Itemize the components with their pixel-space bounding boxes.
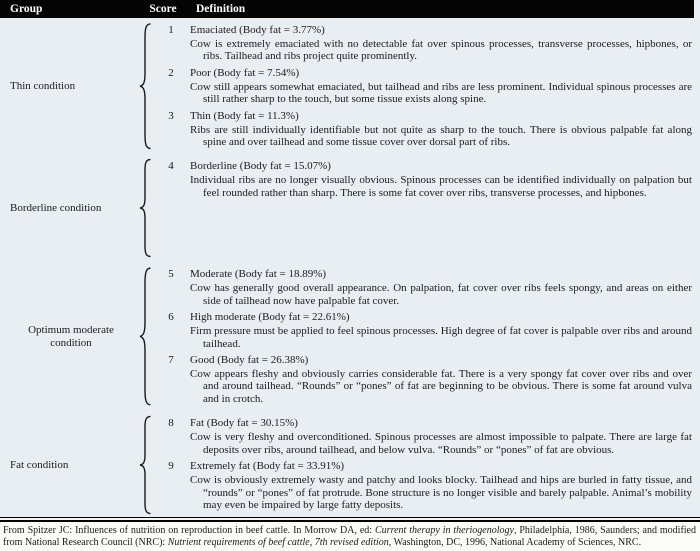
brace-icon	[138, 415, 152, 515]
definition-description: Cow is obviously extremely wasty and patchy and looks blocky. Tailhead and hips are burled in fatty tissue, and “rounds” or “pones” of fat protrude. Bone structure is no longer visible and barely palpable. Animal’s mobility may even be impaired by large fatty deposits.	[190, 474, 692, 511]
table-header	[0, 0, 694, 18]
column-header-definition: Definition	[196, 3, 246, 15]
brace-icon	[138, 158, 152, 258]
group-thin-condition	[0, 22, 700, 150]
score-row	[152, 309, 700, 352]
footnote-text: From Spitzer JC: Influences of nutrition on reproduction in beef cattle. In Morrow DA, ed:	[3, 525, 376, 537]
footnote-citation-title: Current therapy in theriogenology	[375, 525, 514, 537]
group-label: Borderline condition	[10, 201, 102, 214]
definition-description: Individual ribs are no longer visually obvious. Spinous processes can be identified individually on palpation but feel rounded rather than sharp. There is some fat cover over ribs, transverse processes, and hipbones.	[190, 174, 692, 199]
definition-term: High moderate (Body fat = 22.61%)	[190, 311, 350, 324]
score-row	[152, 108, 700, 151]
column-header-score: Score	[149, 3, 177, 15]
definition-description: Firm pressure must be applied to feel spinous processes. High degree of fat cover is palpable over ribs and around tailhead.	[190, 325, 692, 350]
group-fat-condition	[0, 415, 700, 515]
footnote-text: , Washington, DC, 1996, National Academy of Sciences, NRC.	[388, 537, 642, 549]
definition-description: Ribs are still individually identifiable but not quite as sharp to the touch. There is obvious palpable fat along spine and over tailhead and some tissue cover over dorsal part of ribs.	[190, 123, 692, 149]
group-borderline-condition	[0, 158, 700, 258]
group-label-cell	[0, 266, 138, 407]
definition-term: Thin (Body fat = 11.3%)	[190, 109, 299, 122]
definition-description: Cow is extremely emaciated with no detectable fat over spinous processes, transverse processes, hipbones, or ribs. Tailhead and ribs project quite prominently.	[190, 38, 692, 63]
score-row	[152, 352, 700, 407]
score-number: 3	[168, 109, 174, 122]
group-label-cell	[0, 22, 138, 150]
score-number: 4	[168, 160, 174, 173]
score-number: 1	[168, 24, 174, 36]
column-header-group: Group	[10, 3, 43, 15]
definition-term: Moderate (Body fat = 18.89%)	[190, 268, 327, 281]
group-label-cell	[0, 158, 138, 258]
definition-term: Extremely fat (Body fat = 33.91%)	[190, 460, 345, 473]
definition-description: Cow appears fleshy and obviously carries considerable fat. There is a very spongy fat cover over ribs and over and around tailhead. “Rounds” or “pones” of fat are beginning to be obvious. There is some fat around vulva and in crotch.	[190, 368, 692, 405]
score-row	[152, 266, 700, 309]
score-row	[152, 65, 700, 108]
definition-term: Emaciated (Body fat = 3.77%)	[190, 24, 325, 36]
group-optimum-moderate-condition	[0, 266, 700, 407]
footnote-text: , Philadelphia, 1986, Saunders; and modified from National Research Council (NRC):	[3, 525, 696, 549]
definition-term: Borderline (Body fat = 15.07%)	[190, 160, 331, 173]
definition-description: Cow is very fleshy and overconditioned. Spinous processes are almost impossible to palpate. There are large fat deposits over ribs, around tailhead, and below vulva. “Rounds” or “pones” of fat are obvious.	[190, 431, 692, 456]
group-label: Thin condition	[10, 79, 76, 92]
score-number: 8	[168, 417, 174, 430]
table-body	[0, 18, 700, 517]
group-label: Fat condition	[10, 458, 69, 471]
brace-icon	[138, 266, 152, 407]
score-number: 7	[168, 354, 174, 367]
score-number: 6	[168, 311, 174, 324]
score-row	[152, 22, 700, 65]
footnote	[0, 522, 700, 551]
definition-description: Cow still appears somewhat emaciated, but tailhead and ribs are less prominent. Individual spinous processes are still rather sharp to the touch, but some tissue exists along spine.	[190, 80, 692, 106]
group-label: Optimum moderate condition	[28, 323, 114, 349]
definition-term: Good (Body fat = 26.38%)	[190, 354, 309, 367]
group-label-cell	[0, 415, 138, 515]
definition-term: Poor (Body fat = 7.54%)	[190, 66, 300, 79]
score-number: 2	[168, 66, 174, 79]
score-number: 5	[168, 268, 174, 281]
definition-description: Cow has generally good overall appearance. On palpation, fat cover over ribs feels spongy, and areas on either side of tailhead now have palpable fat cover.	[190, 282, 692, 307]
score-row	[152, 415, 700, 458]
definition-term: Fat (Body fat = 30.15%)	[190, 417, 298, 430]
score-row	[152, 458, 700, 513]
brace-icon	[138, 22, 152, 150]
score-row	[152, 158, 700, 201]
score-number: 9	[168, 460, 174, 473]
footnote-citation-title: Nutrient requirements of beef cattle, 7th revised edition	[167, 537, 389, 549]
